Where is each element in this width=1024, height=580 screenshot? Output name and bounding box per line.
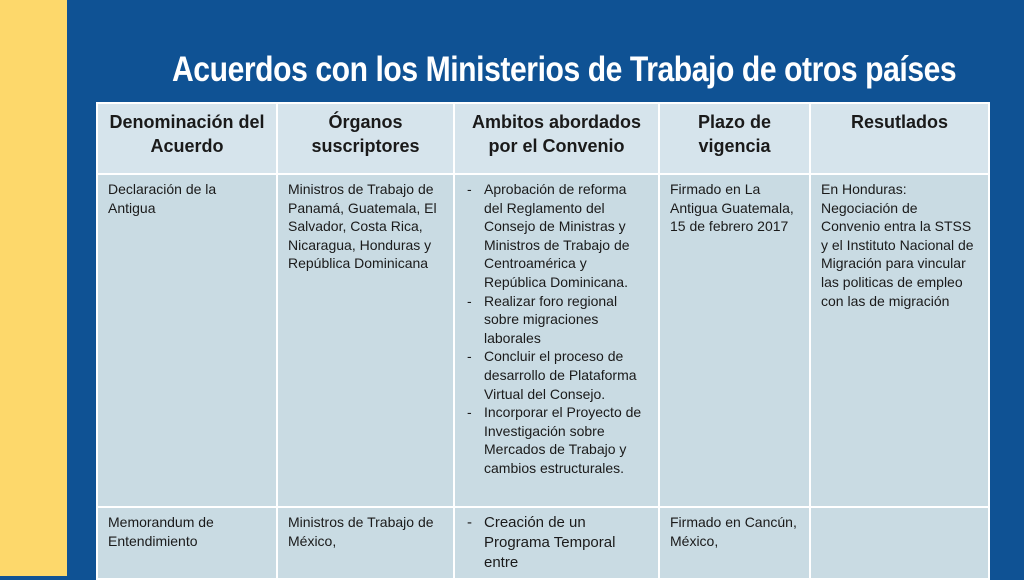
table-row [97,507,989,579]
accent-stripe [0,0,67,576]
cell-agreement: Declaración de la Antigua [97,174,277,507]
scope-item: - Creación de un Programa Temporal entre [465,513,648,573]
header-scopes: Ambitos abordados por el Convenio [454,103,659,174]
cell-term: Firmado en Cancún, México, [659,507,810,579]
cell-results: En Honduras: Negociación de Convenio entra la STSS y el Instituto Nacional de Migración para vincular las politicas de empleo con las de migración [810,174,989,507]
scope-list [465,180,648,478]
cell-term: Firmado en La Antigua Guatemala, 15 de febrero 2017 [659,174,810,507]
scope-item: - Aprobación de reforma del Reglamento del Consejo de Ministras y Ministros de Trabajo de Centroamérica y República Dominicana. [465,180,648,292]
cell-agreement: Memorandum de Entendimiento [97,507,277,579]
header-results: Resutlados [810,103,989,174]
scope-item: - Concluir el proceso de desarrollo de Plataforma Virtual del Consejo. [465,347,648,403]
header-agreement: Denominación del Acuerdo [97,103,277,174]
agreements-table [96,102,990,580]
scope-item: - Realizar foro regional sobre migraciones laborales [465,292,648,348]
cell-results [810,507,989,579]
table-row [97,174,989,507]
cell-scopes [454,174,659,507]
cell-signatories: Ministros de Trabajo de México, [277,507,454,579]
slide-title: Acuerdos con los Ministerios de Trabajo de otros países [172,50,957,89]
scope-list [465,513,648,573]
cell-signatories: Ministros de Trabajo de Panamá, Guatemala, El Salvador, Costa Rica, Nicaragua, Honduras y República Dominicana [277,174,454,507]
header-signatories: Órganos suscriptores [277,103,454,174]
header-term: Plazo de vigencia [659,103,810,174]
scope-item: - Incorporar el Proyecto de Investigación sobre Mercados de Trabajo y cambios estructurales. [465,403,648,477]
table-header-row [97,103,989,174]
cell-scopes [454,507,659,579]
